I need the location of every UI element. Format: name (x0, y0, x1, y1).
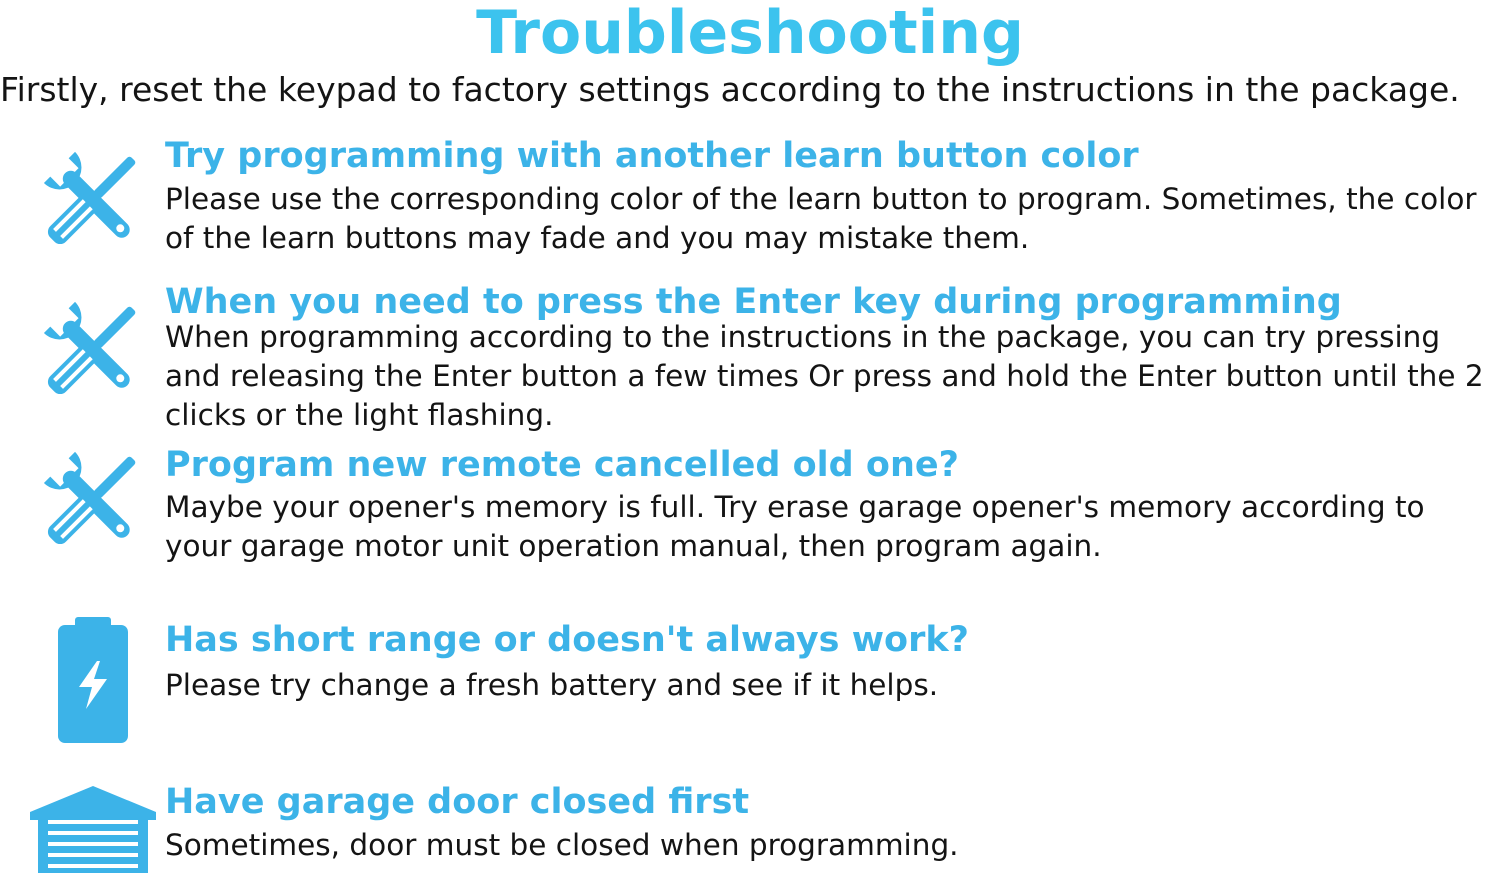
item-body: Maybe your opener's memory is full. Try erase garage opener's memory according to your garage motor unit operation manual, then program again. (165, 490, 1425, 563)
item-heading: When you need to press the Enter key during programming (165, 282, 1342, 322)
page-title: Troubleshooting (476, 0, 1024, 68)
item-heading: Has short range or doesn't always work? (165, 620, 969, 660)
item-body: Sometimes, door must be closed when programming. (165, 828, 959, 862)
intro-text: Firstly, reset the keypad to factory settings according to the instructions in the package. (0, 70, 1460, 109)
wrench-screwdriver-icon (35, 440, 150, 560)
item-body: Please use the corresponding color of the learn button to program. Sometimes, the color of the learn buttons may fade and you may mistake them. (165, 182, 1477, 255)
wrench-screwdriver-icon (35, 140, 150, 260)
item-heading: Program new remote cancelled old one? (165, 445, 959, 485)
item-heading: Try programming with another learn button color (165, 136, 1139, 176)
item-heading: Have garage door closed first (165, 782, 750, 822)
item-body: Please try change a fresh battery and see if it helps. (165, 668, 939, 702)
battery-icon (55, 615, 131, 747)
wrench-screwdriver-icon (35, 290, 150, 410)
garage-door-icon (30, 786, 156, 873)
item-body: When programming according to the instructions in the package, you can try pressing and releasing the Enter button a few times Or press and hold the Enter button until the 2 clicks or the light flashing. (165, 320, 1484, 432)
